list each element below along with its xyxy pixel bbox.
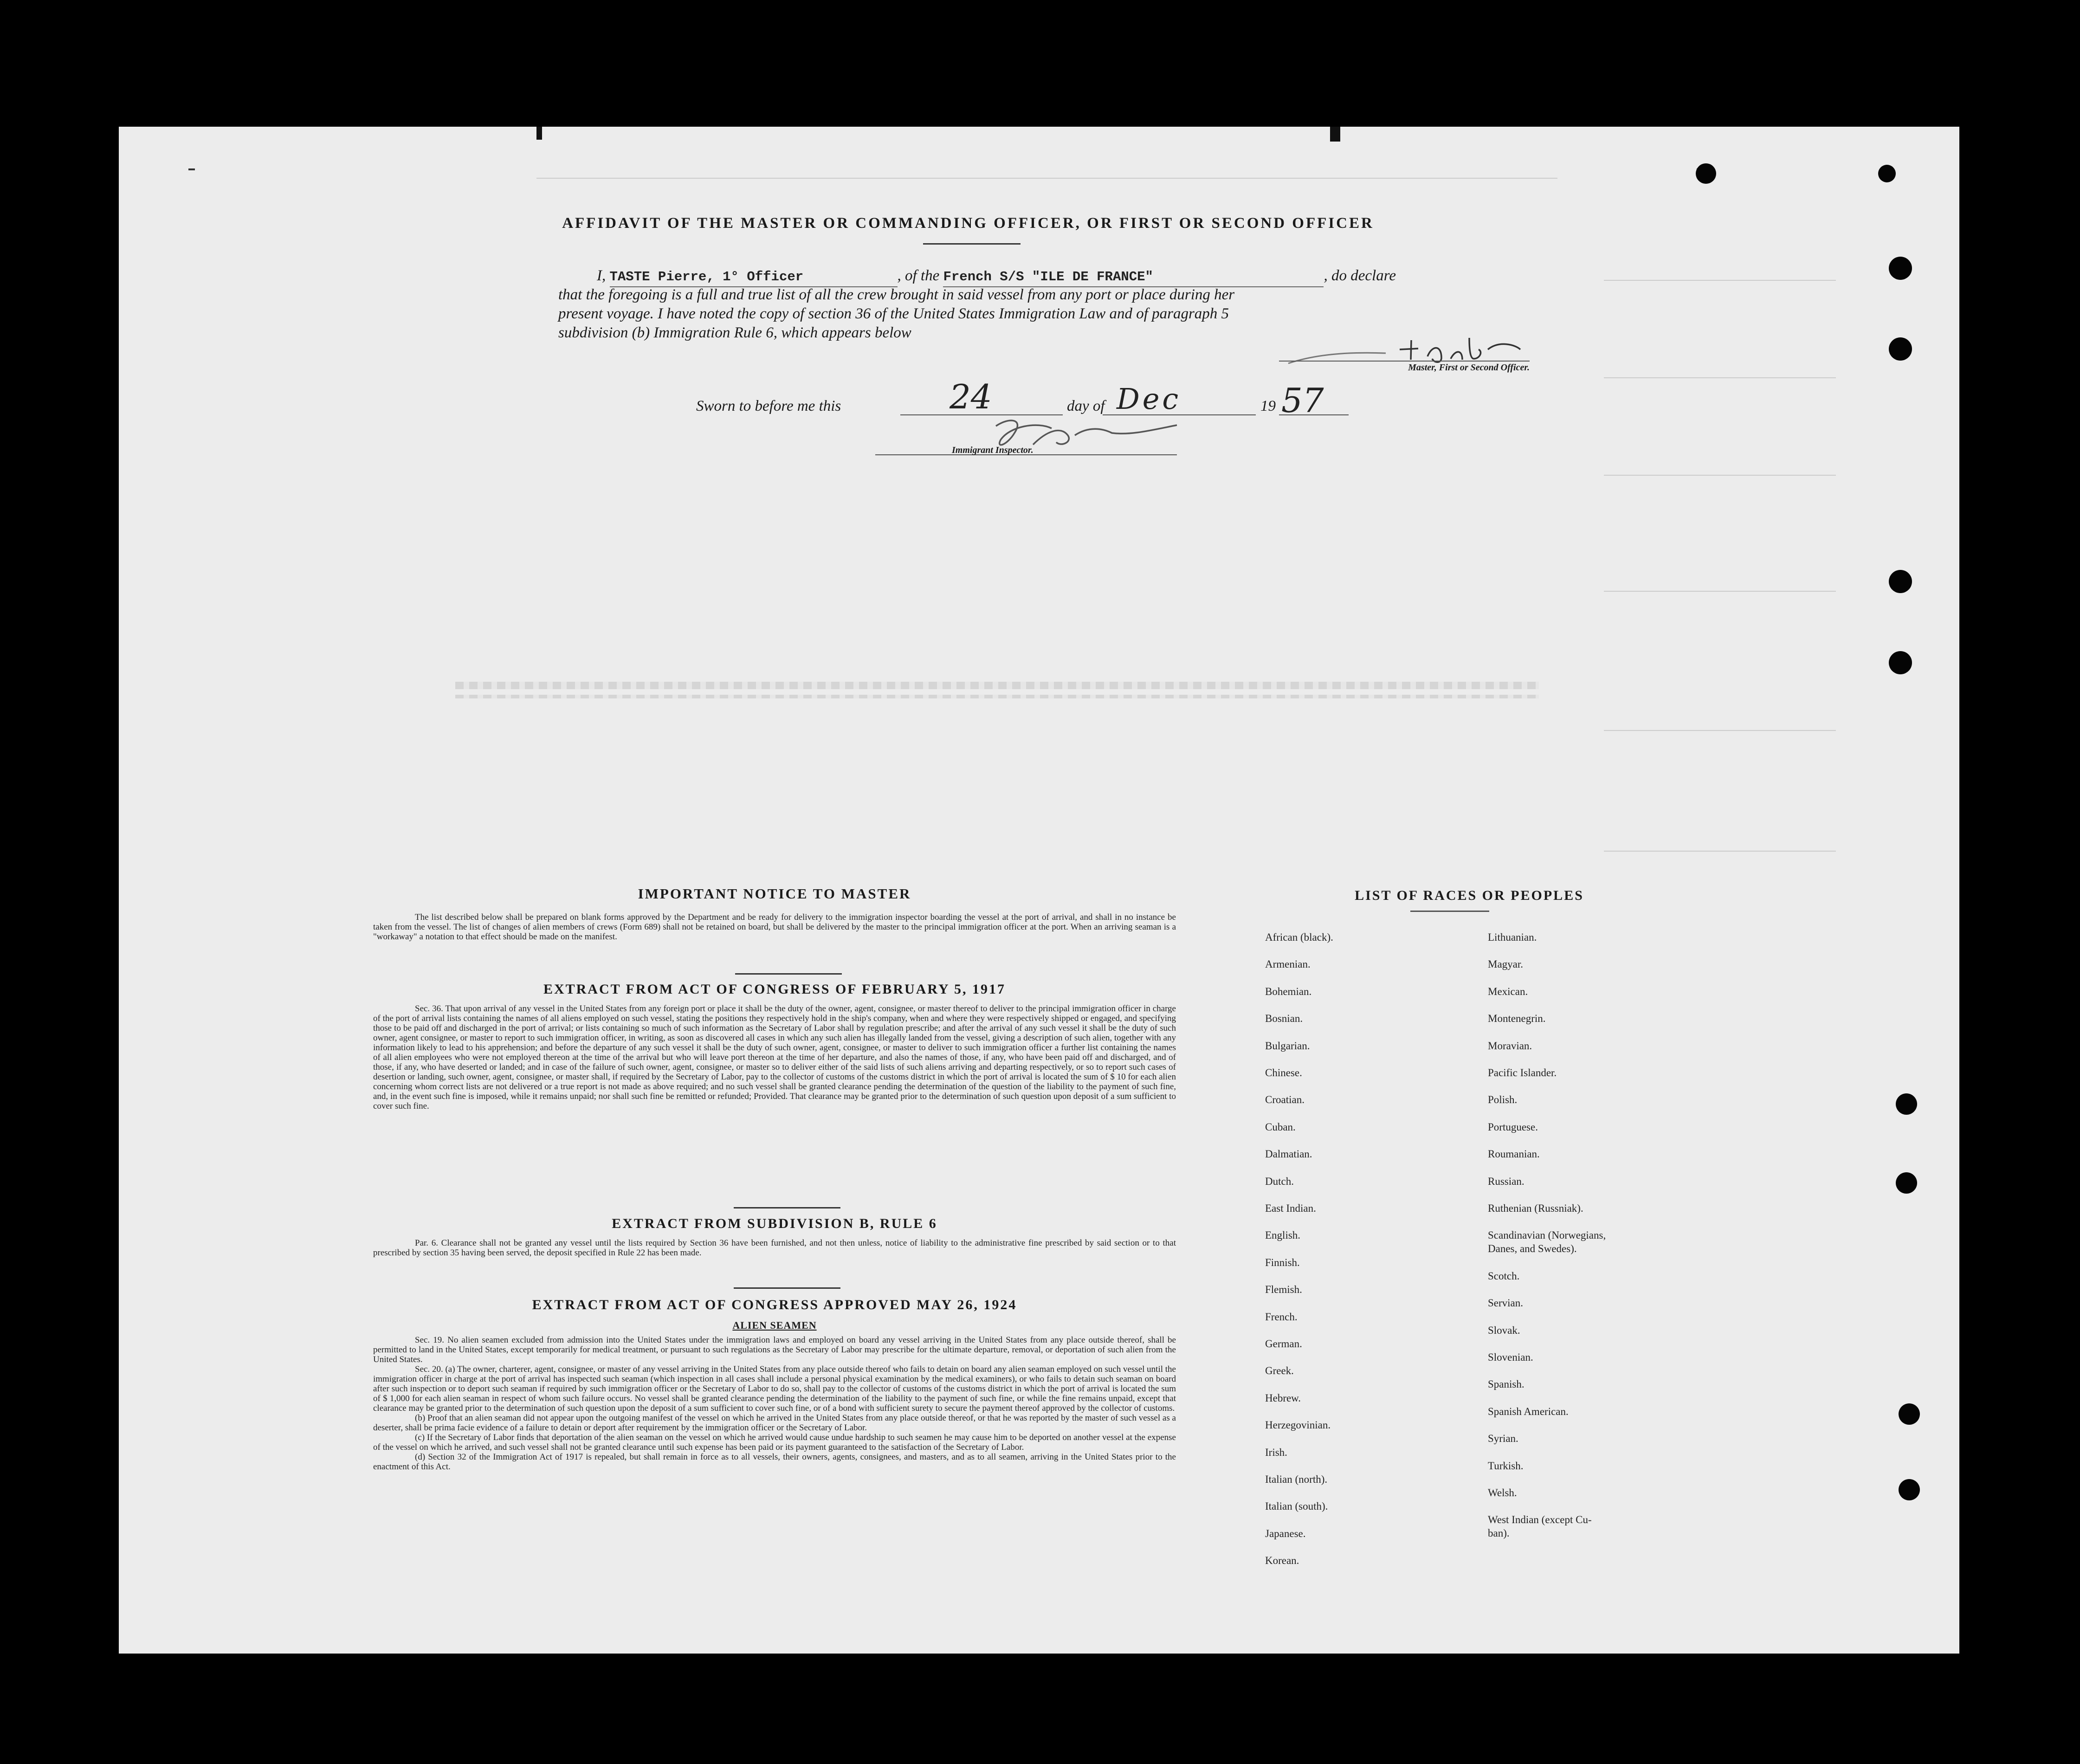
extract-rule6-body: Par. 6. Clearance shall not be granted any vessel until the lists required by Section 36 have been furnished, and not then unless, notice of liability to the administrative fine prescribed by said section or to that prescribed by section 35 having been served, the deposit specified in Rule 22 has been made. <box>373 1238 1176 1258</box>
affidavit-page <box>119 127 1959 1654</box>
race-item: Portuguese. <box>1488 1121 1538 1133</box>
race-item: Mexican. <box>1488 985 1528 997</box>
extract-1924-subtitle: ALIEN SEAMEN <box>732 1319 817 1331</box>
race-item: Bohemian. <box>1265 985 1312 997</box>
race-item: Dutch. <box>1265 1175 1294 1187</box>
inspector-caption: Immigrant Inspector. <box>952 445 1034 455</box>
binder-hole <box>1889 570 1912 593</box>
bleed-through-band <box>455 695 1539 698</box>
extract-1924-paragraph: Sec. 20. (a) The owner, charterer, agent, consignee, or master of any vessel arriving in the United States from any place outside thereof who fails to detain on board any alien seaman employed on such vessel until the immigration officer in charge at the port of arrival has inspected such seaman (which inspection in all cases shall include a personal physical examination by the medical examiners), or who fails to detain such seaman on board after such inspection or to deport such seaman if required by such immigration officer or the Secretary of Labor to do so, shall pay to the collector of customs of the customs district in which the port of arrival is located the sum of $ 1,000 for each alien seaman in respect of whom such failure occurs. No vessel shall be granted clearance pending the determination of the liability to the payment of such fine, or while the fine remains unpaid, except that clearance may be granted prior to the determination of such question upon the deposit of a sum sufficient to cover such fine, or of a bond with sufficient surety to secure the payment thereof approved by the collector of customs. <box>373 1364 1176 1413</box>
race-item: Montenegrin. <box>1488 1013 1546 1025</box>
race-item: Croatian. <box>1265 1094 1305 1106</box>
declaration-line-1 <box>581 266 1396 287</box>
declaration-do-declare: , do declare <box>1324 267 1396 284</box>
section-divider <box>735 973 842 975</box>
bleed-through-band <box>455 682 1539 689</box>
sworn-prefix: Sworn to before me this <box>696 398 841 414</box>
race-item: Cuban. <box>1265 1121 1296 1133</box>
binder-hole <box>1889 337 1912 361</box>
scan-mark <box>536 127 542 140</box>
binder-hole <box>1896 1172 1917 1194</box>
race-item: East Indian. <box>1265 1202 1316 1214</box>
extract-1917-title: EXTRACT FROM ACT OF CONGRESS OF FEBRUARY 5, 1917 <box>543 982 1006 997</box>
sworn-line <box>696 397 841 416</box>
binder-hole <box>1889 257 1912 280</box>
declaration-line-3: present voyage. I have noted the copy of section 36 of the United States Immigration Law and of paragraph 5 <box>558 305 1229 322</box>
race-item: Japanese. <box>1265 1527 1306 1539</box>
race-item: Herzegovinian. <box>1265 1419 1331 1431</box>
race-item: Russian. <box>1488 1175 1524 1187</box>
binder-hole <box>1899 1479 1920 1500</box>
race-item: Italian (north). <box>1265 1473 1328 1485</box>
section-divider <box>734 1207 840 1208</box>
race-item: Greek. <box>1265 1365 1294 1377</box>
bleed-through-line <box>1604 280 1836 281</box>
bleed-through-line <box>1604 851 1836 852</box>
race-item: Dalmatian. <box>1265 1148 1312 1160</box>
extract-1924-paragraph: (b) Proof that an alien seaman did not appear upon the outgoing manifest of the vessel on which he arrived in the United States from any place outside thereof, or that he was reported by the master of such vessel as a deserter, shall be prima facie evidence of a failure to detain or deport after requirement by the immigration officer or the Secretary of Labor. <box>373 1413 1176 1433</box>
races-title-underline <box>1410 911 1489 912</box>
binder-hole <box>1696 163 1716 184</box>
extract-1924-paragraph: (c) If the Secretary of Labor finds that deportation of the alien seaman on the vessel on which he arrived would cause undue hardship to such seamen he may cause him to be deported on another vessel at the expense of the vessel on which he arrived, and such vessel shall not be granted clearance until such expense has been paid or its payment guaranteed to the satisfaction of the Secretary of Labor. <box>373 1433 1176 1452</box>
bleed-through-line <box>1604 377 1836 378</box>
declaration-line-2: that the foregoing is a full and true list of all the crew brought in said vessel from any port or place during her <box>558 286 1235 303</box>
declaration-line-4: subdivision (b) Immigration Rule 6, which appears below <box>558 324 911 341</box>
bleed-through-line <box>536 178 1557 179</box>
race-item: Finnish. <box>1265 1256 1300 1268</box>
race-item: Polish. <box>1488 1094 1518 1106</box>
race-item: Moravian. <box>1488 1040 1532 1052</box>
declaration-of-the: , of the <box>897 267 940 284</box>
notice-title: IMPORTANT NOTICE TO MASTER <box>638 885 911 902</box>
race-item: Italian (south). <box>1265 1500 1328 1512</box>
bleed-through-line <box>1604 475 1836 476</box>
race-item: Scotch. <box>1488 1270 1520 1282</box>
sworn-day-of: day of <box>1067 398 1105 414</box>
officer-name-field: TASTE Pierre, 1° Officer <box>610 266 898 287</box>
sworn-day-handwritten: 24 <box>950 377 992 416</box>
binder-hole <box>1896 1093 1917 1115</box>
bleed-through-line <box>1604 591 1836 592</box>
extract-1924-body <box>373 1335 1176 1472</box>
race-item: Spanish American. <box>1488 1405 1569 1417</box>
race-item: Ruthenian (Russniak). <box>1488 1202 1583 1214</box>
sworn-year-prefix: 19 <box>1260 398 1276 414</box>
binder-hole <box>1889 651 1912 674</box>
race-item: Slovenian. <box>1488 1351 1533 1363</box>
notice-body: The list described below shall be prepared on blank forms approved by the Department and be ready for delivery to the immigration inspector boarding the vessel at the port of arrival, and shall in no instance be taken from the vessel. The list of changes of alien members of crews (Form 689) shall not be retained on board, but shall be delivered by the master to the principal immigration officer at the port. When an arriving seaman is a "workaway" a notation to that effect should be made on the manifest. <box>373 912 1176 942</box>
extract-1924-paragraph: (d) Section 32 of the Immigration Act of 1917 is repealed, but shall remain in force as to all vessels, their owners, agents, consignees, and masters, and as to all seamen, arriving in the United States prior to the enactment of this Act. <box>373 1452 1176 1472</box>
race-item: Servian. <box>1488 1297 1524 1309</box>
race-item: Lithuanian. <box>1488 931 1537 943</box>
race-item: Slovak. <box>1488 1324 1520 1336</box>
race-item: Welsh. <box>1488 1487 1517 1499</box>
section-divider <box>734 1287 840 1289</box>
affidavit-title: AFFIDAVIT OF THE MASTER OR COMMANDING OFFICER, OR FIRST OR SECOND OFFICER <box>562 215 1374 232</box>
race-item: Hebrew. <box>1265 1392 1301 1404</box>
race-item: Turkish. <box>1488 1460 1524 1472</box>
race-item: Scandinavian (Norwegians, Danes, and Swedes). <box>1488 1229 1606 1255</box>
bleed-through-line <box>1604 730 1836 731</box>
race-item: Magyar. <box>1488 958 1524 970</box>
sworn-year-handwritten: 57 <box>1281 381 1324 420</box>
race-item: Chinese. <box>1265 1067 1302 1079</box>
race-item: Korean. <box>1265 1555 1299 1567</box>
race-item: Spanish. <box>1488 1378 1524 1390</box>
extract-1924-paragraph: Sec. 19. No alien seamen excluded from admission into the United States under the immigration laws and employed on board any vessel arriving in the United States from any place outside thereof, shall be permitted to land in the United States, except temporarily for medical treatment, or pursuant to such regulations as the Secretary of Labor may prescribe for the ultimate departure, removal, or deportation of such alien from the United States. <box>373 1335 1176 1364</box>
title-underline <box>923 243 1021 245</box>
officer-signature-caption: Master, First or Second Officer. <box>1408 362 1530 373</box>
race-item: Armenian. <box>1265 958 1311 970</box>
vessel-name-field: French S/S "ILE DE FRANCE" <box>943 266 1324 287</box>
extract-1917-body: Sec. 36. That upon arrival of any vessel in the United States from any foreign port or place it shall be the duty of the owner, agent, consignee, or master thereof to deliver to the principal immigration officer in charge of the port of arrival lists containing the names of all aliens employed on such vessel, stating the positions they respectively hold in the ship's company, when and where they were respectively shipped or engaged, and specifying those to be paid off and discharged in the port of arrival; or lists containing so much of such information as the Secretary of Labor shall by regulation prescribe; and after the arrival of any such vessel it shall be the duty of such owner, agent consignee, or master to report to such immigration officer, in writing, as soon as discovered all cases in which any such alien has illegally landed from the vessel, giving a description of such alien, together with any information likely to lead to his apprehension; and before the departure of any such vessel it shall be the duty of such owner, agent, consignee, or master to deliver to such immigration officer a further list containing the names of all alien employees who were not employed thereon at the time of the arrival but who will leave port thereon at the time of her departure, and also the names of those, if any, who have been paid off and discharged, and of those, if any, who have deserted or landed; and in case of the failure of such owner, agent, consignee, or master so to deliver either of the said lists of such aliens arriving and departing respectively, or so to report such cases of desertion or landing, such owner, agent, consignee, or master shall, if required by the Secretary of Labor, pay to the collector of customs of the customs district in which the port of arrival is located the sum of $ 10 for each alien concerning whom correct lists are not delivered or a true report is not made as above required; and no such vessel shall be granted clearance pending the determination of the question of the liability to the payment of such fine, and, in the event such fine is imposed, while it remains unpaid; nor shall such fine be remitted or refunded; Provided. That clearance may be granted prior to the determination of such question upon deposit of a sum sufficient to cover such fine. <box>373 1004 1176 1111</box>
race-item: African (black). <box>1265 931 1333 943</box>
race-item: Irish. <box>1265 1446 1287 1458</box>
race-item: Bulgarian. <box>1265 1040 1310 1052</box>
race-item: German. <box>1265 1338 1302 1350</box>
race-item: Roumanian. <box>1488 1148 1540 1160</box>
extract-rule6-title: EXTRACT FROM SUBDIVISION B, RULE 6 <box>612 1216 937 1231</box>
scan-mark <box>1330 127 1340 142</box>
sworn-month-handwritten: Dec <box>1117 382 1182 416</box>
scan-mark <box>188 168 195 170</box>
race-item: Syrian. <box>1488 1433 1518 1445</box>
binder-hole <box>1878 165 1896 182</box>
race-item: Pacific Islander. <box>1488 1067 1557 1079</box>
race-item: English. <box>1265 1229 1301 1241</box>
extract-1924-title: EXTRACT FROM ACT OF CONGRESS APPROVED MAY 26, 1924 <box>532 1297 1017 1312</box>
race-item: French. <box>1265 1311 1298 1323</box>
race-item: West Indian (except Cu- ban). <box>1488 1514 1592 1539</box>
officer-signature-line <box>1279 361 1530 362</box>
race-item: Bosnian. <box>1265 1013 1303 1025</box>
race-item: Flemish. <box>1265 1284 1302 1296</box>
binder-hole <box>1899 1403 1920 1425</box>
races-title: LIST OF RACES OR PEOPLES <box>1355 888 1584 903</box>
declaration-i: I, <box>597 267 606 284</box>
